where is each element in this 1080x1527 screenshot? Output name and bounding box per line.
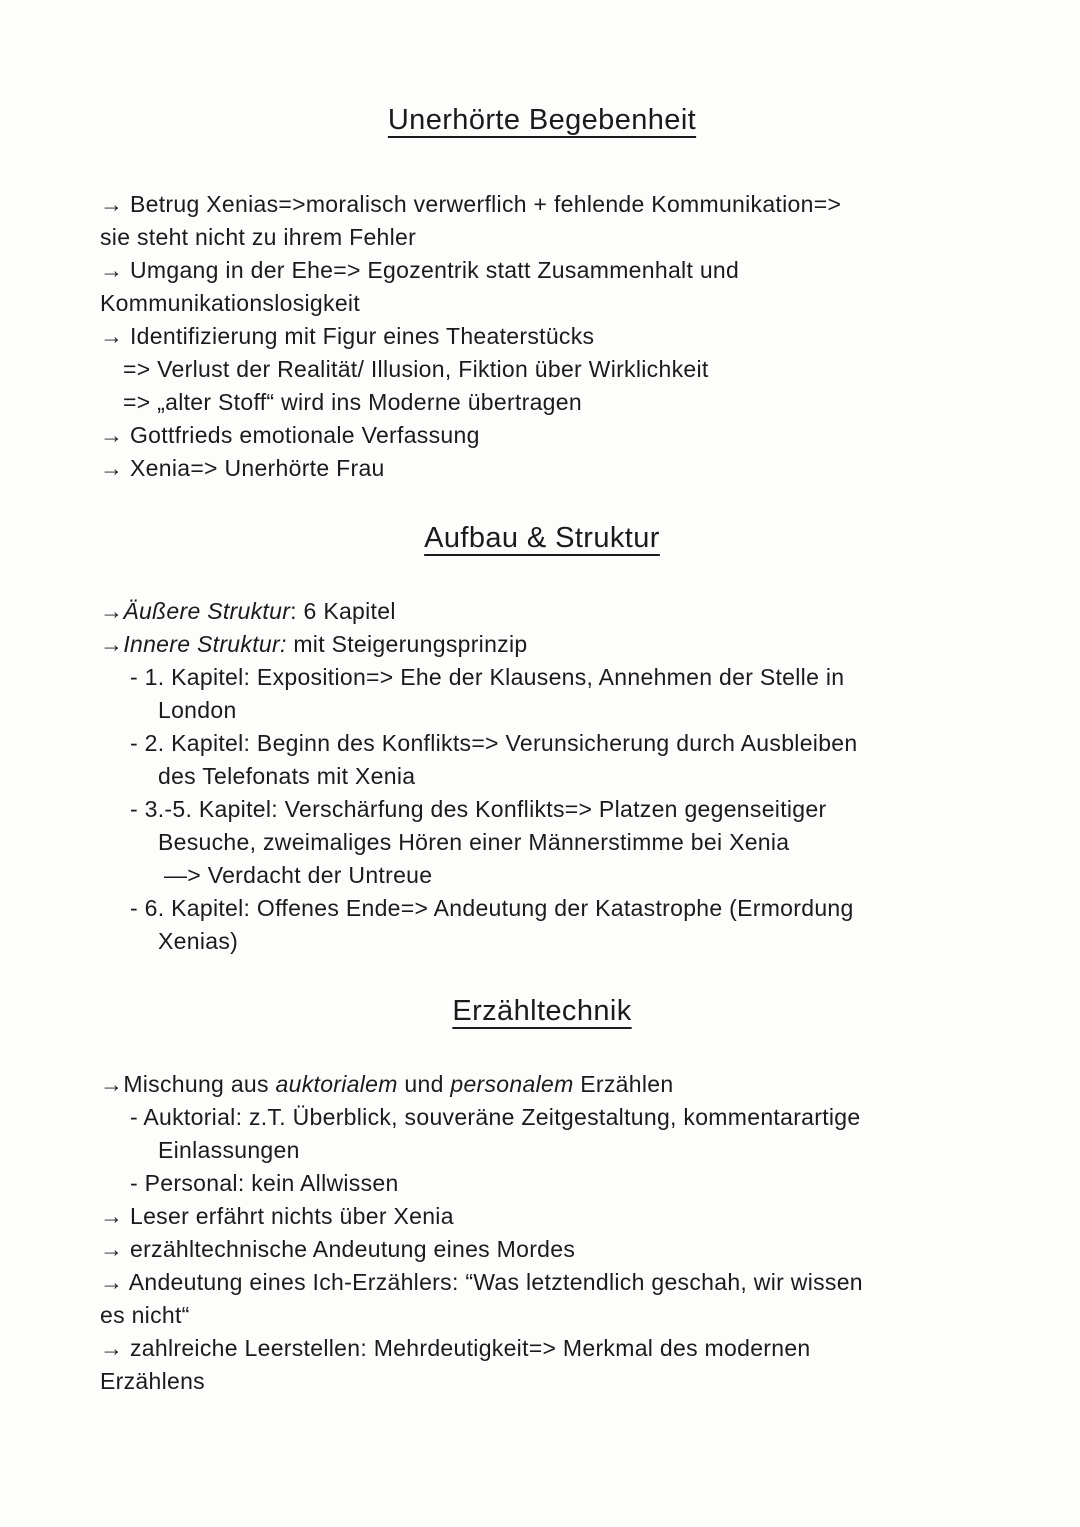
- text-segment: Besuche, zweimaliges Hören einer Männerstimme bei Xenia: [158, 829, 790, 855]
- text-line: [100, 221, 984, 254]
- text-line: [100, 1167, 984, 1200]
- text-segment: →: [100, 598, 124, 624]
- text-segment: - 1. Kapitel: Exposition=> Ehe der Klausens, Annehmen der Stelle in: [130, 664, 845, 690]
- italic-text-segment: Äußere Struktur: [123, 598, 291, 624]
- text-segment: Xenias): [158, 928, 239, 954]
- text-line: [100, 694, 984, 727]
- text-segment: sie steht nicht zu ihrem Fehler: [100, 224, 417, 250]
- text-segment: → erzähltechnische Andeutung eines Mordes: [100, 1236, 576, 1262]
- text-segment: →: [100, 631, 124, 657]
- text-line: [100, 188, 984, 221]
- text-segment: - 6. Kapitel: Offenes Ende=> Andeutung der Katastrophe (Ermordung: [130, 895, 854, 921]
- text-segment: => Verlust der Realität/ Illusion, Fiktion über Wirklichkeit: [123, 356, 709, 382]
- text-segment: Erzählen: [573, 1071, 674, 1097]
- italic-text-segment: Innere Struktur:: [123, 631, 287, 657]
- text-line: [100, 727, 984, 760]
- note-section: [100, 518, 984, 958]
- section-title-text: Erzähltechnik: [452, 995, 632, 1027]
- text-line: [100, 419, 984, 452]
- text-line: [100, 826, 984, 859]
- text-segment: es nicht“: [100, 1302, 190, 1328]
- section-body: [100, 595, 984, 958]
- text-segment: - Auktorial: z.T. Überblick, souveräne Zeitgestaltung, kommentarartige: [130, 1104, 861, 1130]
- text-line: [100, 353, 984, 386]
- text-line: [100, 661, 984, 694]
- text-segment: - 2. Kapitel: Beginn des Konflikts=> Verunsicherung durch Ausbleiben: [130, 730, 858, 756]
- text-segment: Erzählens: [100, 1368, 205, 1394]
- text-line: [100, 254, 984, 287]
- italic-text-segment: auktorialem: [275, 1071, 398, 1097]
- text-segment: → zahlreiche Leerstellen: Mehrdeutigkeit=> Merkmal des modernen: [100, 1335, 811, 1361]
- text-line: [100, 1101, 984, 1134]
- text-segment: →: [100, 1071, 124, 1097]
- text-line: [100, 760, 984, 793]
- text-segment: → Betrug Xenias=>moralisch verwerflich + fehlende Kommunikation=>: [100, 191, 842, 217]
- text-line: [100, 925, 984, 958]
- text-line: [100, 628, 984, 661]
- text-line: [100, 287, 984, 320]
- text-segment: → Gottfrieds emotionale Verfassung: [100, 422, 480, 448]
- text-segment: → Xenia=> Unerhörte Frau: [100, 455, 385, 481]
- text-segment: und: [397, 1071, 451, 1097]
- text-line: [100, 452, 984, 485]
- text-segment: : 6 Kapitel: [290, 598, 396, 624]
- text-line: [100, 1299, 984, 1332]
- text-segment: => „alter Stoff“ wird ins Moderne übertragen: [123, 389, 582, 415]
- section-title: [100, 100, 984, 140]
- text-line: [100, 1233, 984, 1266]
- section-body: [100, 1068, 984, 1398]
- text-segment: London: [158, 697, 237, 723]
- section-title-text: Aufbau & Struktur: [424, 522, 660, 554]
- text-line: [100, 1332, 984, 1365]
- text-line: [100, 1266, 984, 1299]
- text-segment: mit Steigerungsprinzip: [286, 631, 528, 657]
- text-line: [100, 892, 984, 925]
- section-title-text: Unerhörte Begebenheit: [387, 104, 697, 136]
- text-segment: —> Verdacht der Untreue: [164, 862, 433, 888]
- section-body: [100, 188, 984, 485]
- sections-host: [100, 100, 984, 1398]
- note-section: [100, 991, 984, 1398]
- text-line: [100, 1365, 984, 1398]
- text-segment: des Telefonats mit Xenia: [158, 763, 416, 789]
- text-line: [100, 1200, 984, 1233]
- text-segment: → Identifizierung mit Figur eines Theaterstücks: [100, 323, 595, 349]
- text-line: [100, 386, 984, 419]
- text-line: [100, 859, 984, 892]
- text-segment: → Andeutung eines Ich-Erzählers: “Was letztendlich geschah, wir wissen: [100, 1269, 863, 1295]
- text-line: [100, 1134, 984, 1167]
- text-segment: → Umgang in der Ehe=> Egozentrik statt Zusammenhalt und: [100, 257, 740, 283]
- text-segment: Einlassungen: [158, 1137, 300, 1163]
- text-line: [100, 320, 984, 353]
- text-segment: Mischung aus: [123, 1071, 276, 1097]
- text-segment: - 3.-5. Kapitel: Verschärfung des Konflikts=> Platzen gegenseitiger: [130, 796, 827, 822]
- italic-text-segment: personalem: [450, 1071, 574, 1097]
- section-title: [100, 991, 984, 1031]
- note-section: [100, 100, 984, 485]
- text-line: [100, 793, 984, 826]
- text-segment: → Leser erfährt nichts über Xenia: [100, 1203, 454, 1229]
- text-segment: - Personal: kein Allwissen: [130, 1170, 399, 1196]
- text-line: [100, 595, 984, 628]
- section-title: [100, 518, 984, 558]
- text-segment: Kommunikationslosigkeit: [100, 290, 361, 316]
- text-line: [100, 1068, 984, 1101]
